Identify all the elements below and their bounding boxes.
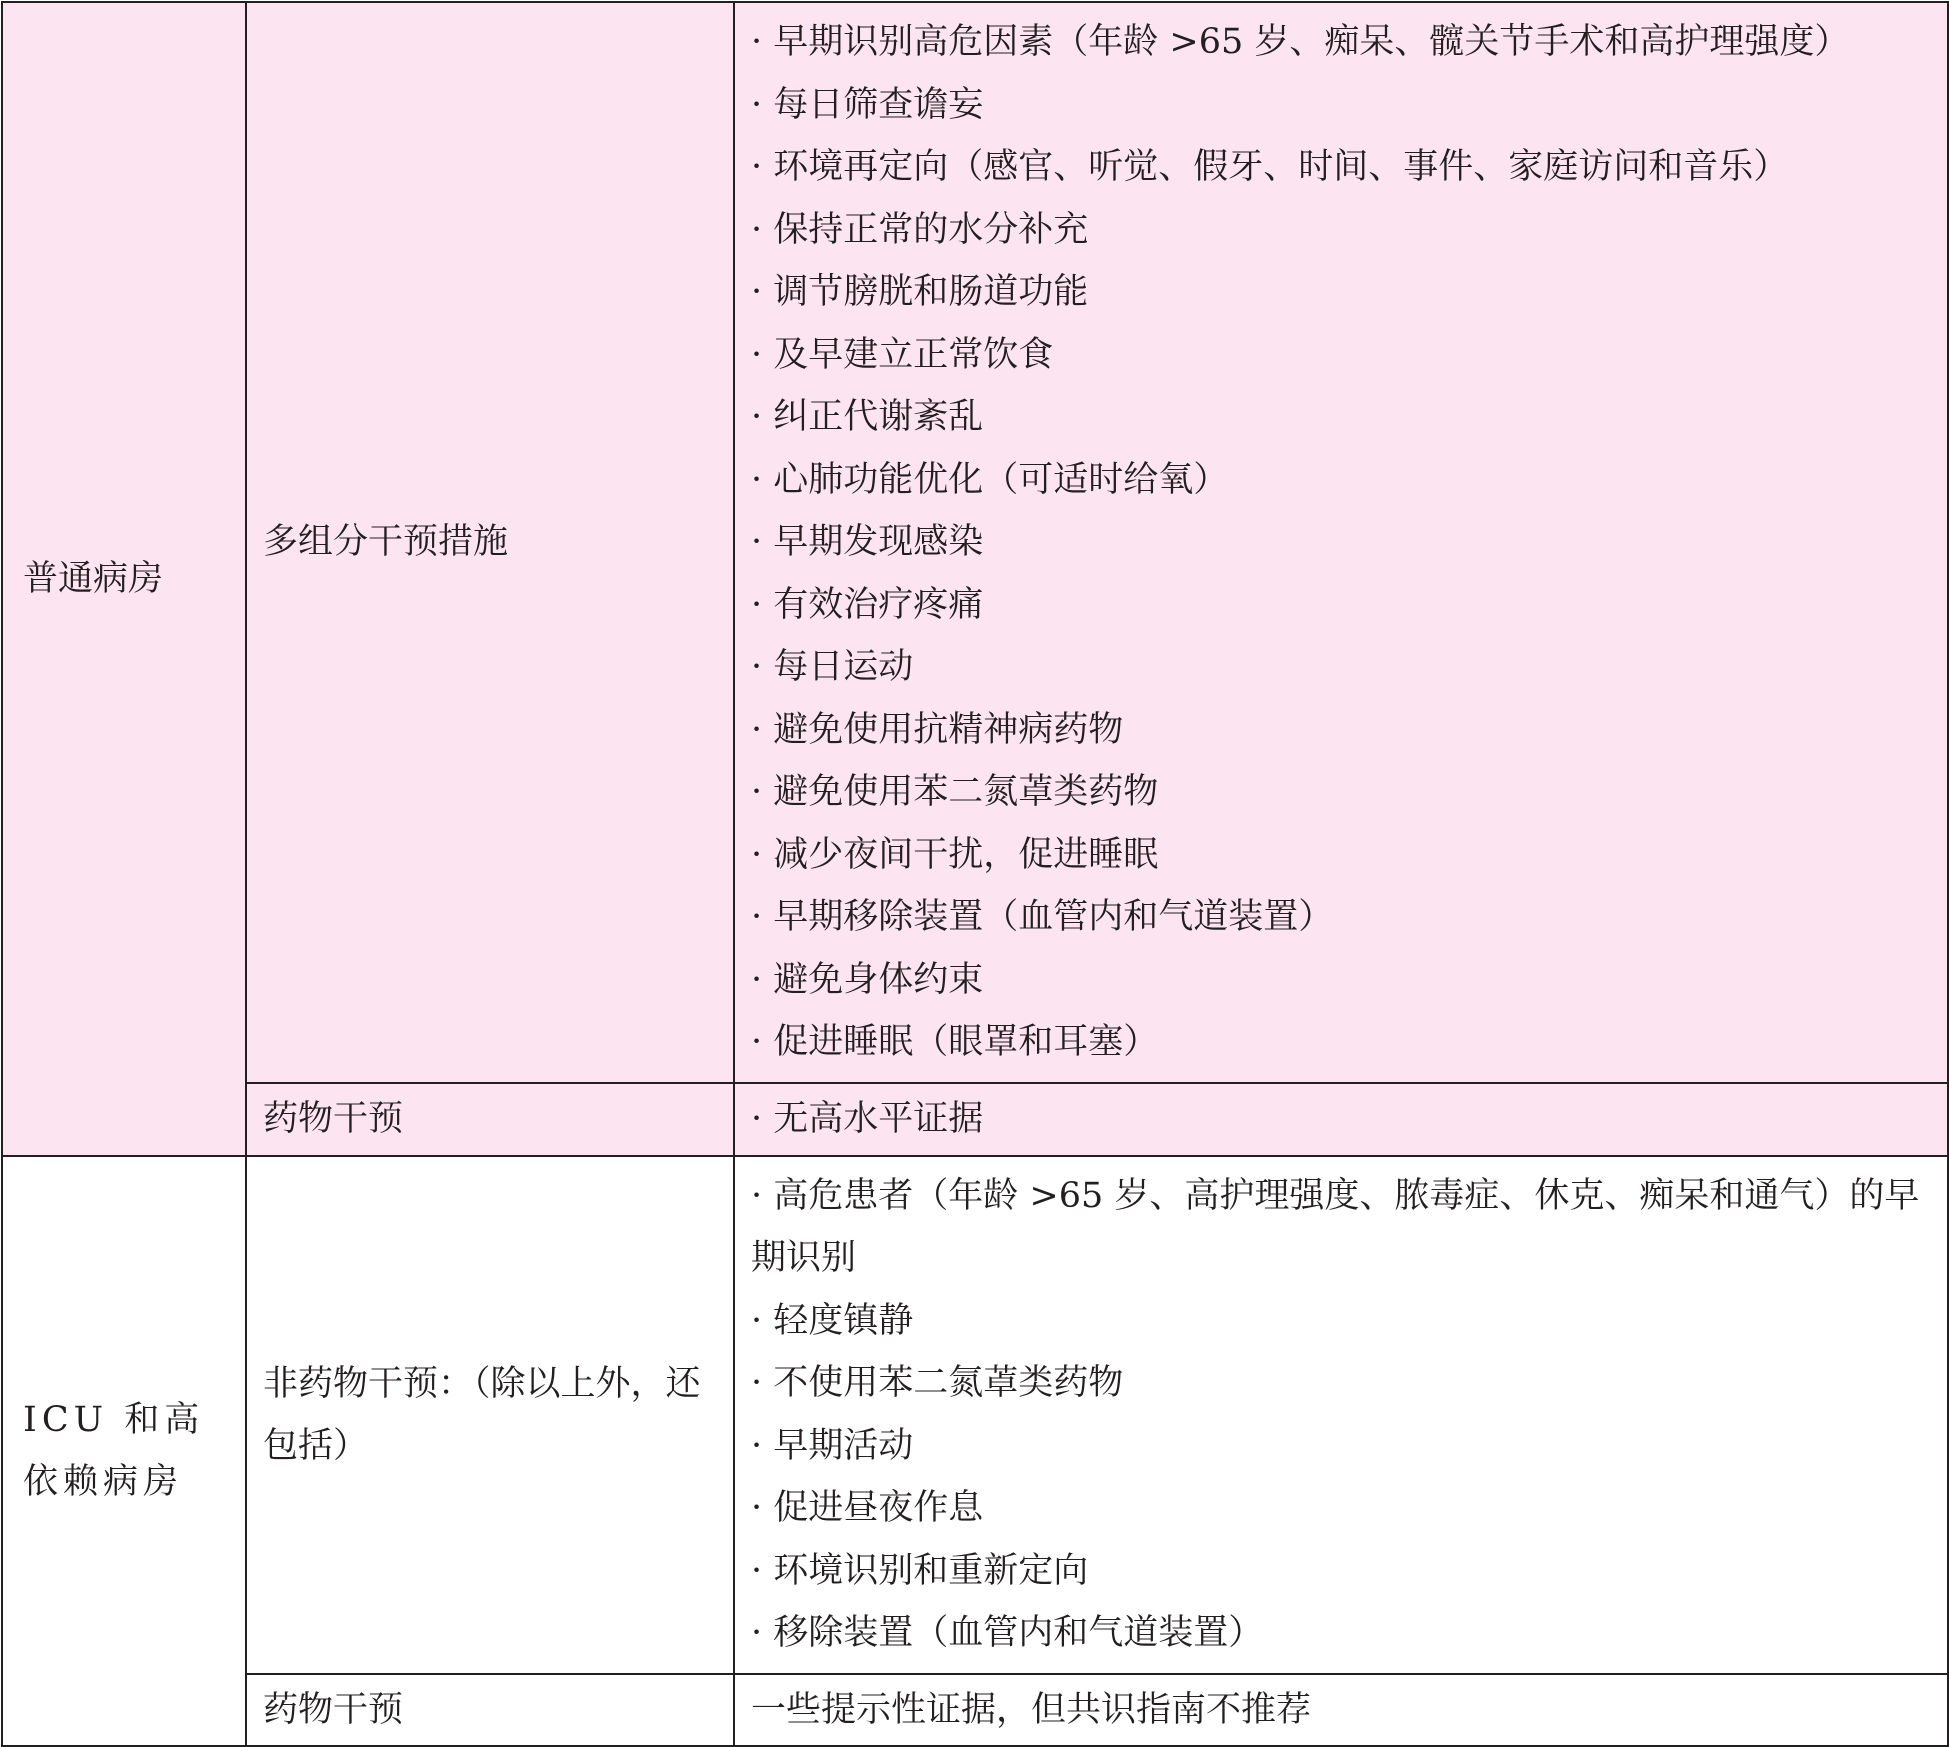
multi-component-items-cell	[734, 2, 1948, 1083]
multi-component-item: · 调节膀胱和肠道功能	[751, 272, 1089, 312]
non-drug-item: · 移除装置（血管内和气道装置）	[751, 1613, 1264, 1653]
multi-component-item: · 每日筛查谵妄	[751, 84, 984, 125]
multi-component-item: · 减少夜间干扰，促进睡眠	[751, 834, 1159, 875]
multi-component-item: · 避免使用苯二氮䓬类药物	[751, 772, 1159, 812]
multi-component-item: · 保持正常的水分补充	[751, 209, 1089, 250]
multi-component-item: · 避免使用抗精神病药物	[751, 709, 1124, 750]
icu-drug-label-text: 药物干预	[263, 1689, 404, 1730]
non-drug-item: · 轻度镇静	[751, 1300, 914, 1341]
icu-drug-value	[734, 1674, 1948, 1746]
icu-drug-label	[246, 1674, 734, 1746]
general-ward-drug-label-text: 药物干预	[263, 1099, 404, 1139]
multi-component-item: · 每日运动	[751, 647, 914, 687]
icu-nondrug-row	[2, 1156, 1948, 1674]
multi-component-item: · 早期发现感染	[751, 522, 984, 562]
non-drug-item: · 环境识别和重新定向	[751, 1550, 1089, 1591]
non-drug-label	[246, 1156, 734, 1674]
non-drug-item: · 高危患者（年龄 >65 岁、高护理强度、脓毒症、休克、痴呆和通气）的早期识别	[751, 1175, 1920, 1278]
general-ward-drug-label	[246, 1083, 734, 1156]
non-drug-item: · 早期活动	[751, 1425, 914, 1466]
multi-component-item: · 及早建立正常饮食	[751, 334, 1054, 375]
non-drug-label-text: 非药物干预：（除以上外，还包括）	[263, 1363, 701, 1466]
general-ward-multicomponent-row	[2, 2, 1948, 1083]
delirium-intervention-table	[1, 1, 1949, 1747]
multi-component-items-list	[751, 11, 1943, 1074]
icu-ward-label	[2, 1156, 246, 1746]
multi-component-item: · 心肺功能优化（可适时给氧）	[751, 459, 1229, 500]
icu-drug-row	[2, 1674, 1948, 1746]
multi-component-item: · 避免身体约束	[751, 959, 984, 1000]
non-drug-items-cell	[734, 1156, 1948, 1674]
multi-component-item: · 环境再定向（感官、听觉、假牙、时间、事件、家庭访问和音乐）	[751, 147, 1789, 187]
multi-component-item: · 纠正代谢紊乱	[751, 397, 984, 437]
general-ward-label	[2, 2, 246, 1156]
multi-component-label-text: 多组分干预措施	[263, 522, 509, 563]
multi-component-item: · 有效治疗疼痛	[751, 584, 984, 625]
general-ward-drug-value	[734, 1083, 1948, 1156]
multi-component-label	[246, 2, 734, 1083]
multi-component-item: · 早期识别高危因素（年龄 >65 岁、痴呆、髋关节手术和高护理强度）	[751, 22, 1850, 62]
general-ward-drug-value-text: · 无高水平证据	[751, 1099, 984, 1139]
non-drug-item: · 促进昼夜作息	[751, 1488, 984, 1528]
multi-component-item: · 早期移除装置（血管内和气道装置）	[751, 897, 1334, 937]
non-drug-item: · 不使用苯二氮䓬类药物	[751, 1363, 1124, 1403]
multi-component-item: · 促进睡眠（眼罩和耳塞）	[751, 1022, 1159, 1062]
non-drug-items-list	[751, 1165, 1943, 1665]
icu-drug-value-text: 一些提示性证据，但共识指南不推荐	[751, 1689, 1312, 1730]
general-ward-drug-row	[2, 1083, 1948, 1156]
icu-ward-label-text: ICU 和高依赖病房	[23, 1399, 205, 1502]
general-ward-label-text: 普通病房	[23, 558, 164, 599]
